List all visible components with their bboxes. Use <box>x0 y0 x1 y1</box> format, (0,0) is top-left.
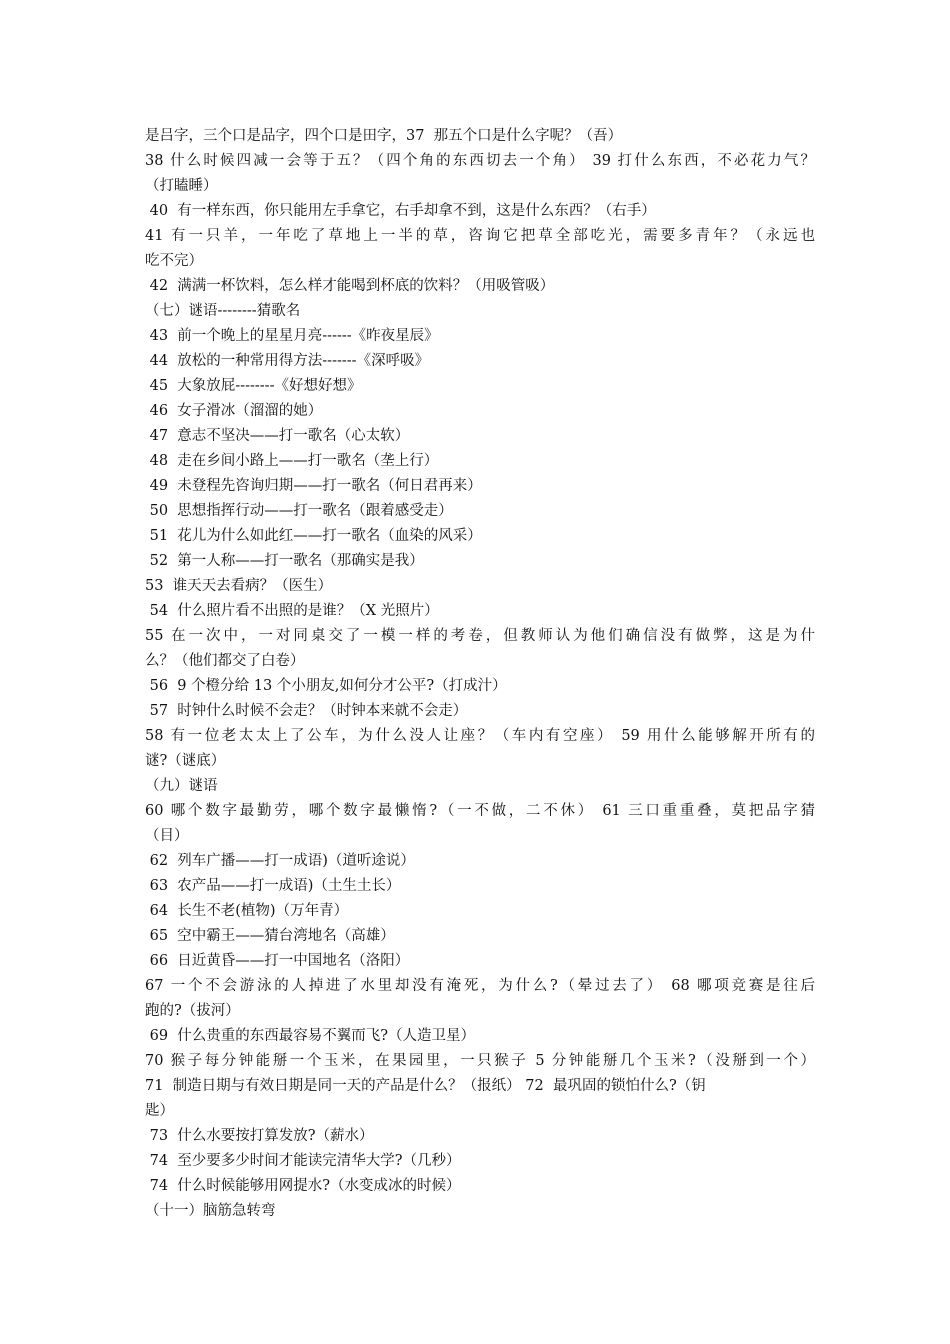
text-line: 38 什么时候四减一会等于五？（四个角的东西切去一个角） 39 打什么东西，不必花力气？ <box>145 153 815 169</box>
text-line: 51 花儿为什么如此红——打一歌名（血染的风采） <box>145 528 482 544</box>
text-line: 45 大象放屁--------《好想好想》 <box>145 378 362 394</box>
text-line: 73 什么水要按打算发放?（薪水） <box>145 1128 374 1144</box>
text-line: 58 有一位老太太上了公车，为什么没人让座？（车内有空座） 59 用什么能够解开所有的 <box>145 728 815 744</box>
text-line: （目） <box>145 828 189 844</box>
text-line: 60 哪个数字最勤劳，哪个数字最懒惰?（一不做，二不休） 61 三口重重叠，莫把品字猜 <box>145 803 815 819</box>
text-line: 47 意志不坚决——打一歌名（心太软） <box>145 428 410 444</box>
text-line: 66 日近黄昏——打一中国地名（洛阳） <box>145 953 410 969</box>
text-line: （打瞌睡） <box>145 178 218 194</box>
text-line: 吃不完） <box>145 253 203 269</box>
text-line: 70 猴子每分钟能掰一个玉米，在果园里，一只猴子 5 分钟能掰几个玉米?（没掰到一个） <box>145 1053 815 1069</box>
text-line: 74 什么时候能够用网提水?（水变成冰的时候） <box>145 1178 461 1194</box>
text-line: 54 什么照片看不出照的是谁？（X 光照片） <box>145 603 439 619</box>
text-line: 是吕字，三个口是品字，四个口是田字，37 那五个口是什么字呢？（吾） <box>145 128 623 144</box>
text-line: 65 空中霸王——猜台湾地名（高雄） <box>145 928 395 944</box>
text-line: 57 时钟什么时候不会走？（时钟本来就不会走） <box>145 703 468 719</box>
text-line: （九）谜语 <box>145 778 218 794</box>
text-line: 74 至少要多少时间才能读完清华大学?（几秒） <box>145 1153 461 1169</box>
text-line: 42 满满一杯饮料，怎么样才能喝到杯底的饮料？（用吸管吸） <box>145 278 555 294</box>
text-line: 50 思想指挥行动——打一歌名（跟着感受走） <box>145 503 453 519</box>
text-line: 46 女子滑冰（溜溜的她） <box>145 403 323 419</box>
text-line: 63 农产品——打一成语)（土生土长） <box>145 878 401 894</box>
text-line: 64 长生不老(植物)（万年青） <box>145 903 349 919</box>
text-line: 62 列车广播——打一成语)（道听途说） <box>145 853 415 869</box>
text-line: 71 制造日期与有效日期是同一天的产品是什么？（报纸） 72 最巩固的锁怕什么?（钥 <box>145 1078 706 1094</box>
text-line: 么？（他们都交了白卷） <box>145 653 305 669</box>
text-line: （七）谜语--------猜歌名 <box>145 303 301 319</box>
text-line: 56 9 个橙分给 13 个小朋友,如何分才公平?（打成汁） <box>145 678 507 694</box>
text-line: 匙） <box>145 1103 174 1119</box>
text-line: 跑的?（拔河） <box>145 1003 240 1019</box>
text-line: 41 有一只羊，一年吃了草地上一半的草，咨询它把草全部吃光，需要多青年？（永远也 <box>145 228 815 244</box>
text-line: 52 第一人称——打一歌名（那确实是我） <box>145 553 424 569</box>
text-line: 谜?（谜底） <box>145 753 226 769</box>
text-line: 43 前一个晚上的星星月亮------《昨夜星辰》 <box>145 328 439 344</box>
text-line: 49 未登程先咨询归期——打一歌名（何日君再来） <box>145 478 482 494</box>
text-line: （十一）脑筋急转弯 <box>145 1203 276 1219</box>
text-line: 55 在一次中，一对同桌交了一模一样的考卷，但教师认为他们确信没有做弊，这是为什 <box>145 628 815 644</box>
document-body <box>145 124 815 1224</box>
text-line: 67 一个不会游泳的人掉进了水里却没有淹死，为什么?（晕过去了） 68 哪项竞赛是往后 <box>145 978 815 994</box>
text-line: 44 放松的一种常用得方法-------《深呼吸》 <box>145 353 430 369</box>
text-line: 53 谁天天去看病？（医生） <box>145 578 333 594</box>
text-line: 69 什么贵重的东西最容易不翼而飞?（人造卫星） <box>145 1028 476 1044</box>
text-line: 48 走在乡间小路上——打一歌名（垄上行） <box>145 453 439 469</box>
text-line: 40 有一样东西，你只能用左手拿它，右手却拿不到，这是什么东西？（右手） <box>145 203 656 219</box>
